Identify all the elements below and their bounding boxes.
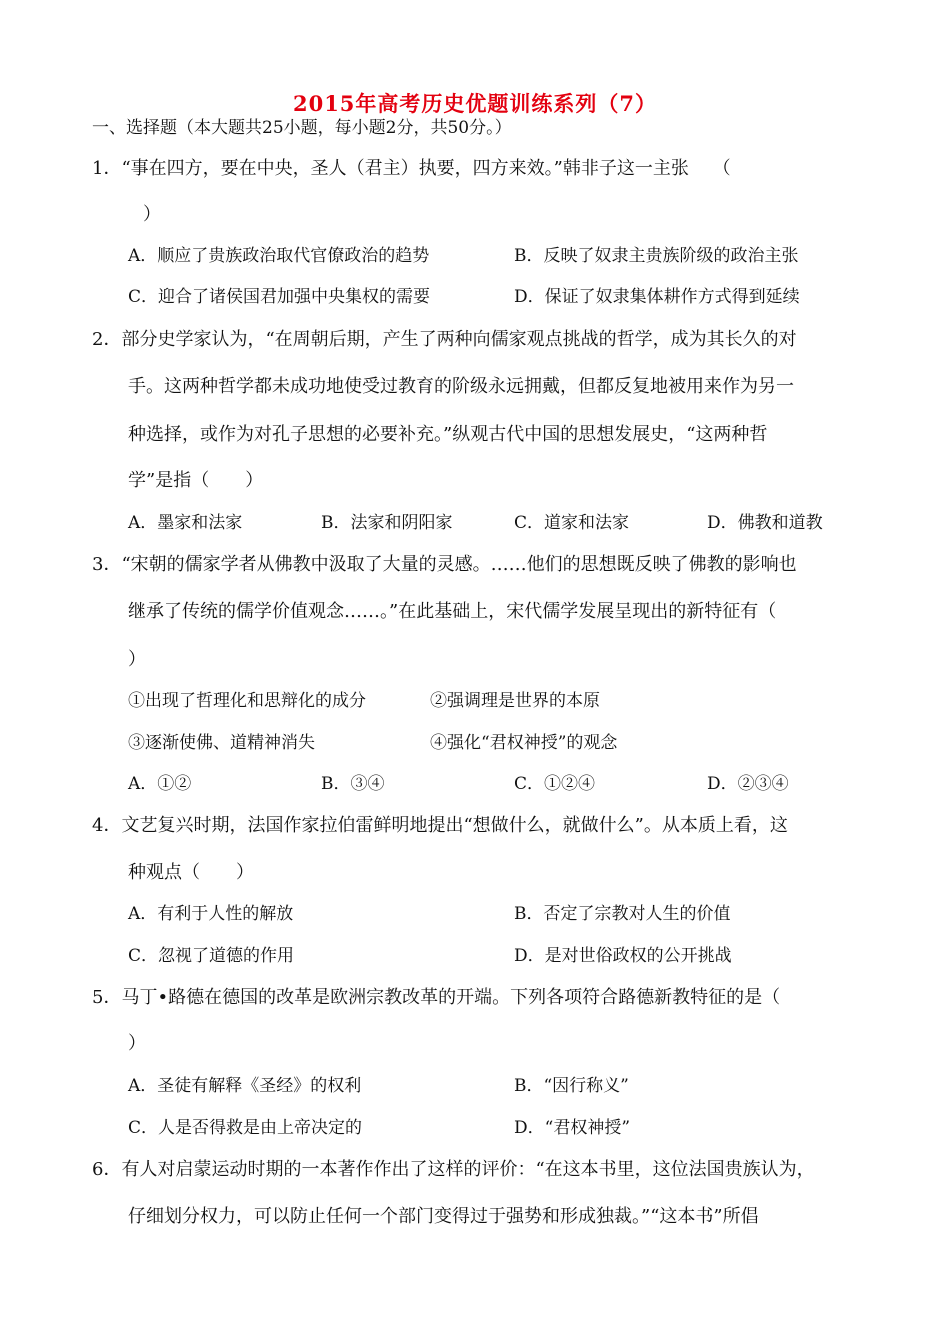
question-4-option-b: B．否定了宗教对人生的价值 — [514, 904, 731, 924]
question-1-option-a: A．顺应了贵族政治取代官僚政治的趋势 — [128, 246, 430, 266]
question-3-option-a: A．①② — [128, 774, 192, 794]
question-5-option-b: B．“因行称义” — [514, 1076, 629, 1096]
question-6-stem-line-1: 6．有人对启蒙运动时期的一本著作作出了这样的评价：“在这本书里，这位法国贵族认为， — [92, 1159, 815, 1180]
question-4-stem-line-1: 4．文艺复兴时期，法国作家拉伯雷鲜明地提出“想做什么，就做什么”。从本质上看，这 — [92, 815, 788, 836]
question-2-option-a: A．墨家和法家 — [128, 513, 243, 533]
question-3-stem-line-2: 继承了传统的儒学价值观念……。”在此基础上，宋代儒学发展呈现出的新特征有（ — [128, 601, 777, 622]
question-3-item-1: ①出现了哲理化和思辩化的成分 — [128, 691, 366, 711]
question-2-option-d: D．佛教和道教 — [707, 513, 823, 533]
question-3-option-c: C．①②④ — [514, 774, 596, 794]
question-1-option-c: C．迎合了诸侯国君加强中央集权的需要 — [128, 287, 431, 307]
question-1-option-b: B．反映了奴隶主贵族阶级的政治主张 — [514, 246, 799, 266]
question-3-option-d: D．②③④ — [707, 774, 789, 794]
question-2-stem-line-2: 手。这两种哲学都未成功地使受过教育的阶级永远拥戴，但都反复地被用来作为另一 — [128, 376, 794, 397]
question-5-option-a: A．圣徒有解释《圣经》的权利 — [128, 1076, 362, 1096]
question-5-stem-line-1: 5．马丁•路德在德国的改革是欧洲宗教改革的开端。下列各项符合路德新教特征的是（ — [92, 987, 781, 1008]
question-1-stem-line-1: 1．“事在四方，要在中央，圣人（君主）执要，四方来效。”韩非子这一主张 （ — [92, 158, 731, 179]
question-3-stem-line-3: ） — [128, 649, 146, 670]
question-6-stem-line-2: 仔细划分权力，可以防止任何一个部门变得过于强势和形成独裁。”“这本书”所倡 — [128, 1206, 759, 1227]
question-3-stem-line-1: 3．“宋朝的儒家学者从佛教中汲取了大量的灵感。……他们的思想既反映了佛教的影响也 — [92, 554, 797, 575]
document-title: 2015年高考历史优题训练系列（7） — [292, 91, 658, 116]
question-5-stem-line-2: ） — [128, 1033, 146, 1054]
question-1-option-d: D．保证了奴隶集体耕作方式得到延续 — [514, 287, 800, 307]
question-3-item-2: ②强调理是世界的本原 — [430, 691, 600, 711]
question-3-item-4: ④强化“君权神授”的观念 — [430, 733, 618, 753]
question-2-stem-line-1: 2．部分史学家认为，“在周朝后期，产生了两种向儒家观点挑战的哲学，成为其长久的对 — [92, 329, 797, 350]
question-1-stem-line-2: ） — [143, 204, 161, 225]
section-heading: 一、选择题（本大题共25小题，每小题2分，共50分。） — [92, 118, 512, 138]
question-3-item-3: ③逐渐使佛、道精神消失 — [128, 733, 315, 753]
question-3-option-b: B．③④ — [321, 774, 385, 794]
question-2-stem-line-3: 种选择，或作为对孔子思想的必要补充。”纵观古代中国的思想发展史，“这两种哲 — [128, 424, 768, 445]
question-5-option-d: D．“君权神授” — [514, 1118, 631, 1138]
question-4-stem-line-2: 种观点（ ） — [128, 862, 254, 883]
question-4-option-c: C．忽视了道德的作用 — [128, 946, 295, 966]
question-4-option-a: A．有利于人性的解放 — [128, 904, 294, 924]
question-4-option-d: D．是对世俗政权的公开挑战 — [514, 946, 732, 966]
question-2-option-b: B．法家和阴阳家 — [321, 513, 453, 533]
question-5-option-c: C．人是否得救是由上帝决定的 — [128, 1118, 363, 1138]
question-2-option-c: C．道家和法家 — [514, 513, 630, 533]
question-2-stem-line-4: 学”是指（ ） — [128, 470, 264, 491]
